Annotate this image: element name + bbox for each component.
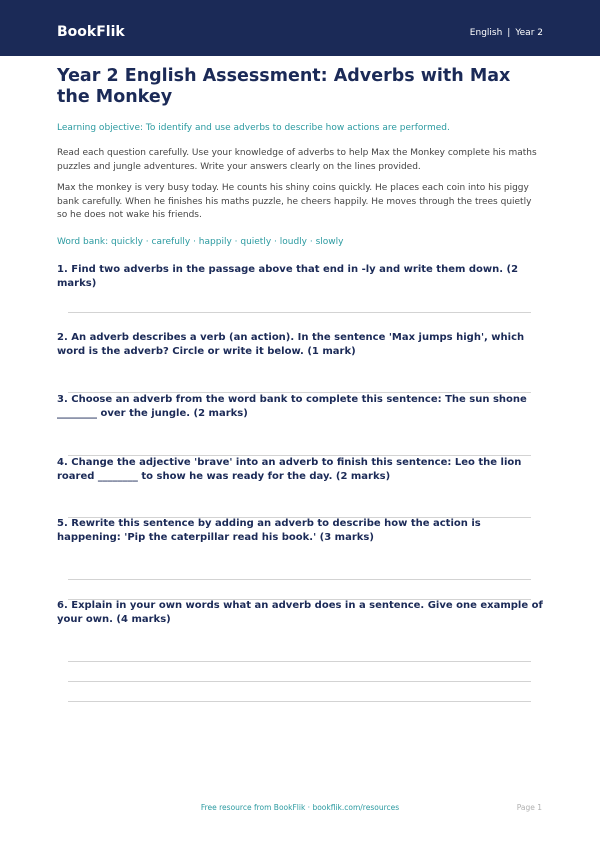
answer-line-q6a[interactable] — [68, 661, 531, 662]
word-bank: Word bank: quickly · carefully · happily · quietly · loudly · slowly — [57, 236, 344, 247]
instructions-text: Read each question carefully. Use your knowledge of adverbs to help Max the Monkey complete his maths puzzles and jungle adventures. Write your answers clearly on the lines provided. — [57, 148, 537, 172]
learning-objective: Learning objective: To identify and use adverbs to describe how actions are performed. — [57, 123, 450, 133]
question-1: 1. Find two adverbs in the passage above that end in -ly and write them down. (2 marks) — [57, 264, 519, 289]
question-3: 3. Choose an adverb from the word bank to complete this sentence: The sun shone ________ over the jungle. (2 marks) — [57, 394, 527, 419]
breadcrumb-separator: | — [507, 28, 511, 38]
question-2: 2. An adverb describes a verb (an action). In the sentence 'Max jumps high', which word is the adverb? Circle or write it below. (1 mark) — [57, 332, 525, 357]
page-number: Page 1 — [516, 803, 542, 812]
breadcrumb-subject[interactable]: English — [469, 28, 503, 38]
footer-link[interactable]: Free resource from BookFlik · bookflik.com/resources — [200, 803, 400, 812]
question-6: 6. Explain in your own words what an adverb does in a sentence. Give one example of your own. (4 marks) — [57, 600, 543, 625]
header-bar — [0, 0, 600, 56]
answer-line-q1[interactable] — [68, 312, 531, 313]
question-4: 4. Change the adjective 'brave' into an adverb to finish this sentence: Leo the lion roared ________ to show he was ready for the day. (2 marks) — [57, 457, 522, 482]
page-title: Year 2 English Assessment: Adverbs with Max the Monkey — [57, 66, 511, 107]
reading-passage: Max the monkey is very busy today. He counts his shiny coins quickly. He places each coin into his piggy bank carefully. When he finishes his maths puzzle, he cheers happily. He moves through the trees quietly so he does not wake his friends. — [57, 183, 532, 220]
answer-line-q6c[interactable] — [68, 701, 531, 702]
answer-line-q5a[interactable] — [68, 579, 531, 580]
answer-line-q6b[interactable] — [68, 681, 531, 682]
brand-logo[interactable]: BookFlik — [57, 24, 125, 40]
breadcrumb — [470, 28, 543, 38]
intro-section — [57, 66, 543, 248]
breadcrumb-year[interactable]: Year 2 — [515, 28, 543, 38]
question-5: 5. Rewrite this sentence by adding an adverb to describe how the action is happening: 'Pip the caterpillar read his book.' (3 marks) — [57, 518, 481, 543]
